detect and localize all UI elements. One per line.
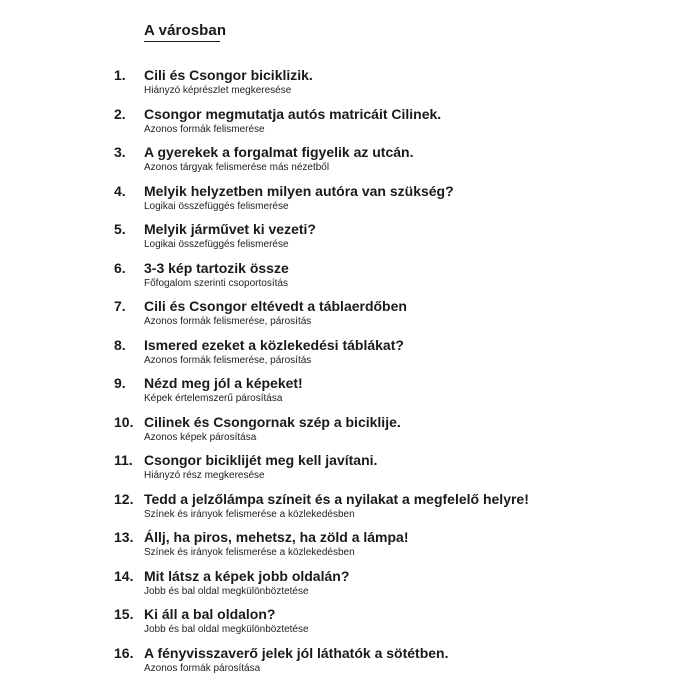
item-title: Csongor biciklijét meg kell javítani.: [144, 452, 378, 468]
title-underline: [144, 41, 220, 42]
item-number: 3.: [114, 144, 126, 160]
list-item: [0, 105, 700, 144]
item-title: Melyik helyzetben milyen autóra van szükség?: [144, 182, 454, 199]
item-number: 1.: [114, 67, 126, 83]
item-subtitle: Azonos formák felismerése: [144, 123, 265, 135]
item-title: Ismered ezeket a közlekedési táblákat?: [144, 336, 404, 353]
contents-list: [0, 66, 700, 682]
item-title: Cilinek és Csongornak szép a biciklije.: [144, 413, 401, 430]
item-number: 4.: [114, 182, 126, 199]
item-subtitle: Azonos tárgyak felismerése más nézetből: [144, 162, 330, 173]
item-subtitle: Főfogalom szerinti csoportosítás: [144, 277, 288, 289]
item-title: 3-3 kép tartozik össze: [144, 259, 289, 276]
item-number: 11.: [114, 452, 133, 468]
item-subtitle: Színek és irányok felismerése a közlekedésben: [144, 508, 355, 520]
item-title: Csongor megmutatja autós matricáit Cilinek.: [144, 105, 442, 122]
item-subtitle: Azonos formák felismerése, párosítás: [144, 354, 312, 366]
list-item: [0, 297, 700, 336]
list-item: [0, 182, 700, 221]
item-subtitle: Azonos formák párosítása: [144, 662, 261, 674]
item-subtitle: Logikai összefüggés felismerése: [144, 239, 289, 250]
item-number: 15.: [114, 606, 134, 622]
item-subtitle: Jobb és bal oldal megkülönböztetése: [144, 624, 309, 635]
item-number: 14.: [114, 567, 134, 584]
item-number: 8.: [114, 336, 126, 353]
item-number: 13.: [114, 529, 134, 545]
item-title: Cili és Csongor biciklizik.: [144, 67, 313, 83]
section-title: A városban: [144, 22, 227, 39]
list-item: [0, 336, 700, 375]
item-subtitle: Azonos formák felismerése, párosítás: [144, 316, 312, 327]
list-item: [0, 413, 700, 452]
item-number: 16.: [114, 644, 134, 661]
list-item: [0, 143, 700, 182]
item-title: Ki áll a bal oldalon?: [144, 606, 276, 622]
item-title: Cili és Csongor eltévedt a táblaerdőben: [144, 298, 407, 314]
item-subtitle: Azonos képek párosítása: [144, 431, 257, 443]
list-item: [0, 528, 700, 567]
list-item: [0, 567, 700, 606]
item-subtitle: Logikai összefüggés felismerése: [144, 200, 289, 212]
list-item: [0, 490, 700, 529]
list-item: [0, 66, 700, 105]
item-title: A gyerekek a forgalmat figyelik az utcán.: [144, 144, 414, 160]
item-number: 2.: [114, 105, 126, 122]
item-number: 9.: [114, 375, 126, 391]
list-item: [0, 644, 700, 683]
list-item: [0, 220, 700, 259]
item-number: 5.: [114, 221, 126, 237]
item-subtitle: Jobb és bal oldal megkülönböztetése: [144, 585, 309, 597]
item-title: Mit látsz a képek jobb oldalán?: [144, 567, 350, 584]
item-title: Állj, ha piros, mehetsz, ha zöld a lámpa!: [144, 529, 409, 545]
item-number: 12.: [114, 490, 134, 507]
item-number: 10.: [114, 413, 134, 430]
item-title: Tedd a jelzőlámpa színeit és a nyilakat a megfelelő helyre!: [144, 490, 529, 507]
list-item: [0, 259, 700, 298]
item-subtitle: Hiányzó képrészlet megkeresése: [144, 85, 292, 96]
item-subtitle: Színek és irányok felismerése a közlekedésben: [144, 547, 355, 558]
list-item: [0, 605, 700, 644]
item-title: Melyik járművet ki vezeti?: [144, 221, 316, 237]
item-title: Nézd meg jól a képeket!: [144, 375, 303, 391]
item-number: 7.: [114, 298, 126, 314]
item-subtitle: Képek értelemszerű párosítása: [144, 393, 283, 404]
item-number: 6.: [114, 259, 126, 276]
list-item: [0, 374, 700, 413]
list-item: [0, 451, 700, 490]
item-title: A fényvisszaverő jelek jól láthatók a sötétben.: [144, 644, 449, 661]
item-subtitle: Hiányzó rész megkeresése: [144, 470, 265, 481]
